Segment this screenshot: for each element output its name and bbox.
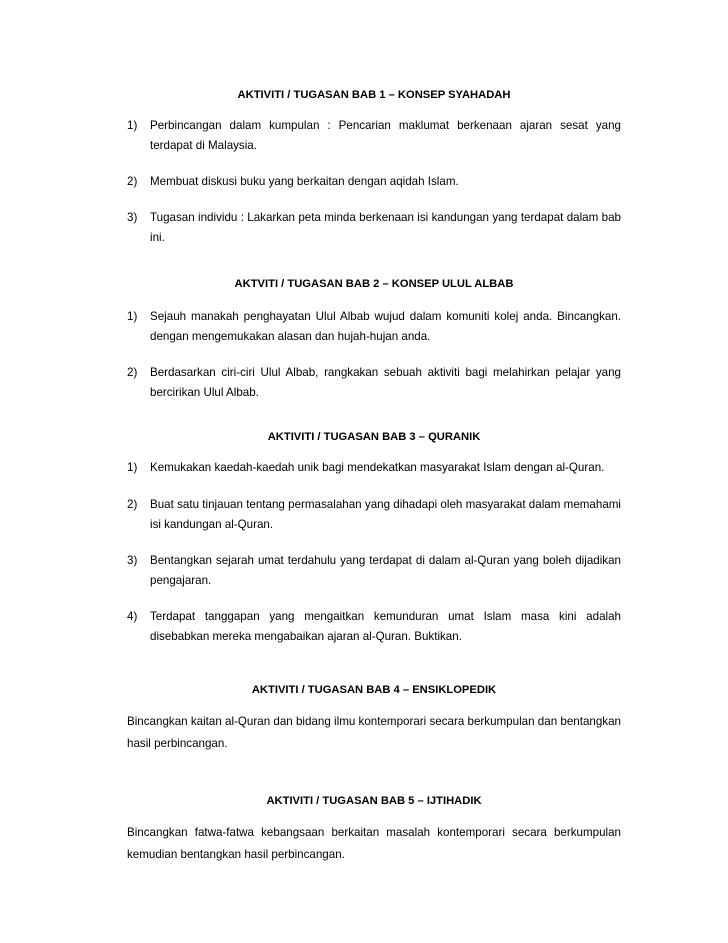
item-text: Kemukakan kaedah-kaedah unik bagi mendekatkan masyarakat Islam dengan al-Quran. xyxy=(150,461,605,474)
item-number: 1) xyxy=(127,461,138,474)
section-title: AKTIVITI / TUGASAN BAB 1 – KONSEP SYAHADAH xyxy=(237,89,511,101)
item-text: Terdapat tanggapan yang mengaitkan kemunduran umat Islam masa kini adalah disebabkan mereka mengabaikan ajaran al-Quran. Buktikan. xyxy=(150,610,621,643)
item-text: Sejauh manakah penghayatan Ulul Albab wujud dalam komuniti kolej anda. Bincangkan. dengan mengemukakan alasan dan hujah-hujan anda. xyxy=(150,310,621,343)
section-title: AKTIVITI / TUGASAN BAB 5 – IJTIHADIK xyxy=(266,795,482,807)
item-text: Buat satu tinjauan tentang permasalahan yang dihadapi oleh masyarakat dalam memahami isi kandungan al-Quran. xyxy=(150,498,621,531)
item-number: 1) xyxy=(127,310,138,323)
item-number: 4) xyxy=(127,610,138,623)
item-text: Tugasan individu : Lakarkan peta minda berkenaan isi kandungan yang terdapat dalam bab ini. xyxy=(150,211,621,244)
item-number: 2) xyxy=(127,498,138,511)
item-text: Membuat diskusi buku yang berkaitan dengan aqidah Islam. xyxy=(150,175,459,188)
list-item xyxy=(127,208,621,248)
item-number: 1) xyxy=(127,119,138,132)
item-number: 3) xyxy=(127,211,138,224)
section-title: AKTVITI / TUGASAN BAB 2 – KONSEP ULUL ALBAB xyxy=(234,278,514,290)
list-item xyxy=(127,458,621,478)
list-item xyxy=(127,551,621,591)
paragraph: Bincangkan kaitan al-Quran dan bidang ilmu kontemporari secara berkumpulan dan bentangkan hasil perbincangan. xyxy=(127,715,621,750)
section-bab-5 xyxy=(127,792,621,866)
item-number: 3) xyxy=(127,554,138,567)
item-text: Perbincangan dalam kumpulan : Pencarian maklumat berkenaan ajaran sesat yang terdapat di Malaysia. xyxy=(150,119,621,152)
section-bab-2 xyxy=(127,275,621,403)
item-number: 2) xyxy=(127,175,138,188)
section-bab-3 xyxy=(127,428,621,647)
list-item xyxy=(127,495,621,535)
item-text: Berdasarkan ciri-ciri Ulul Albab, rangkakan sebuah aktiviti bagi melahirkan pelajar yang bercirikan Ulul Albab. xyxy=(150,366,621,399)
list-item xyxy=(127,116,621,156)
section-bab-4 xyxy=(127,681,621,755)
item-number: 2) xyxy=(127,366,138,379)
paragraph: Bincangkan fatwa-fatwa kebangsaan berkaitan masalah kontemporari secara berkumpulan kemudian bentangkan hasil perbincangan. xyxy=(127,826,621,861)
section-title: AKTIVITI / TUGASAN BAB 4 – ENSIKLOPEDIK xyxy=(251,684,497,696)
item-text: Bentangkan sejarah umat terdahulu yang terdapat di dalam al-Quran yang boleh dijadikan pengajaran. xyxy=(150,554,621,587)
list-item xyxy=(127,172,621,192)
list-item xyxy=(127,307,621,347)
section-title: AKTIVITI / TUGASAN BAB 3 – QURANIK xyxy=(267,431,481,443)
section-bab-1 xyxy=(127,86,621,248)
list-item xyxy=(127,363,621,403)
list-item xyxy=(127,607,621,647)
